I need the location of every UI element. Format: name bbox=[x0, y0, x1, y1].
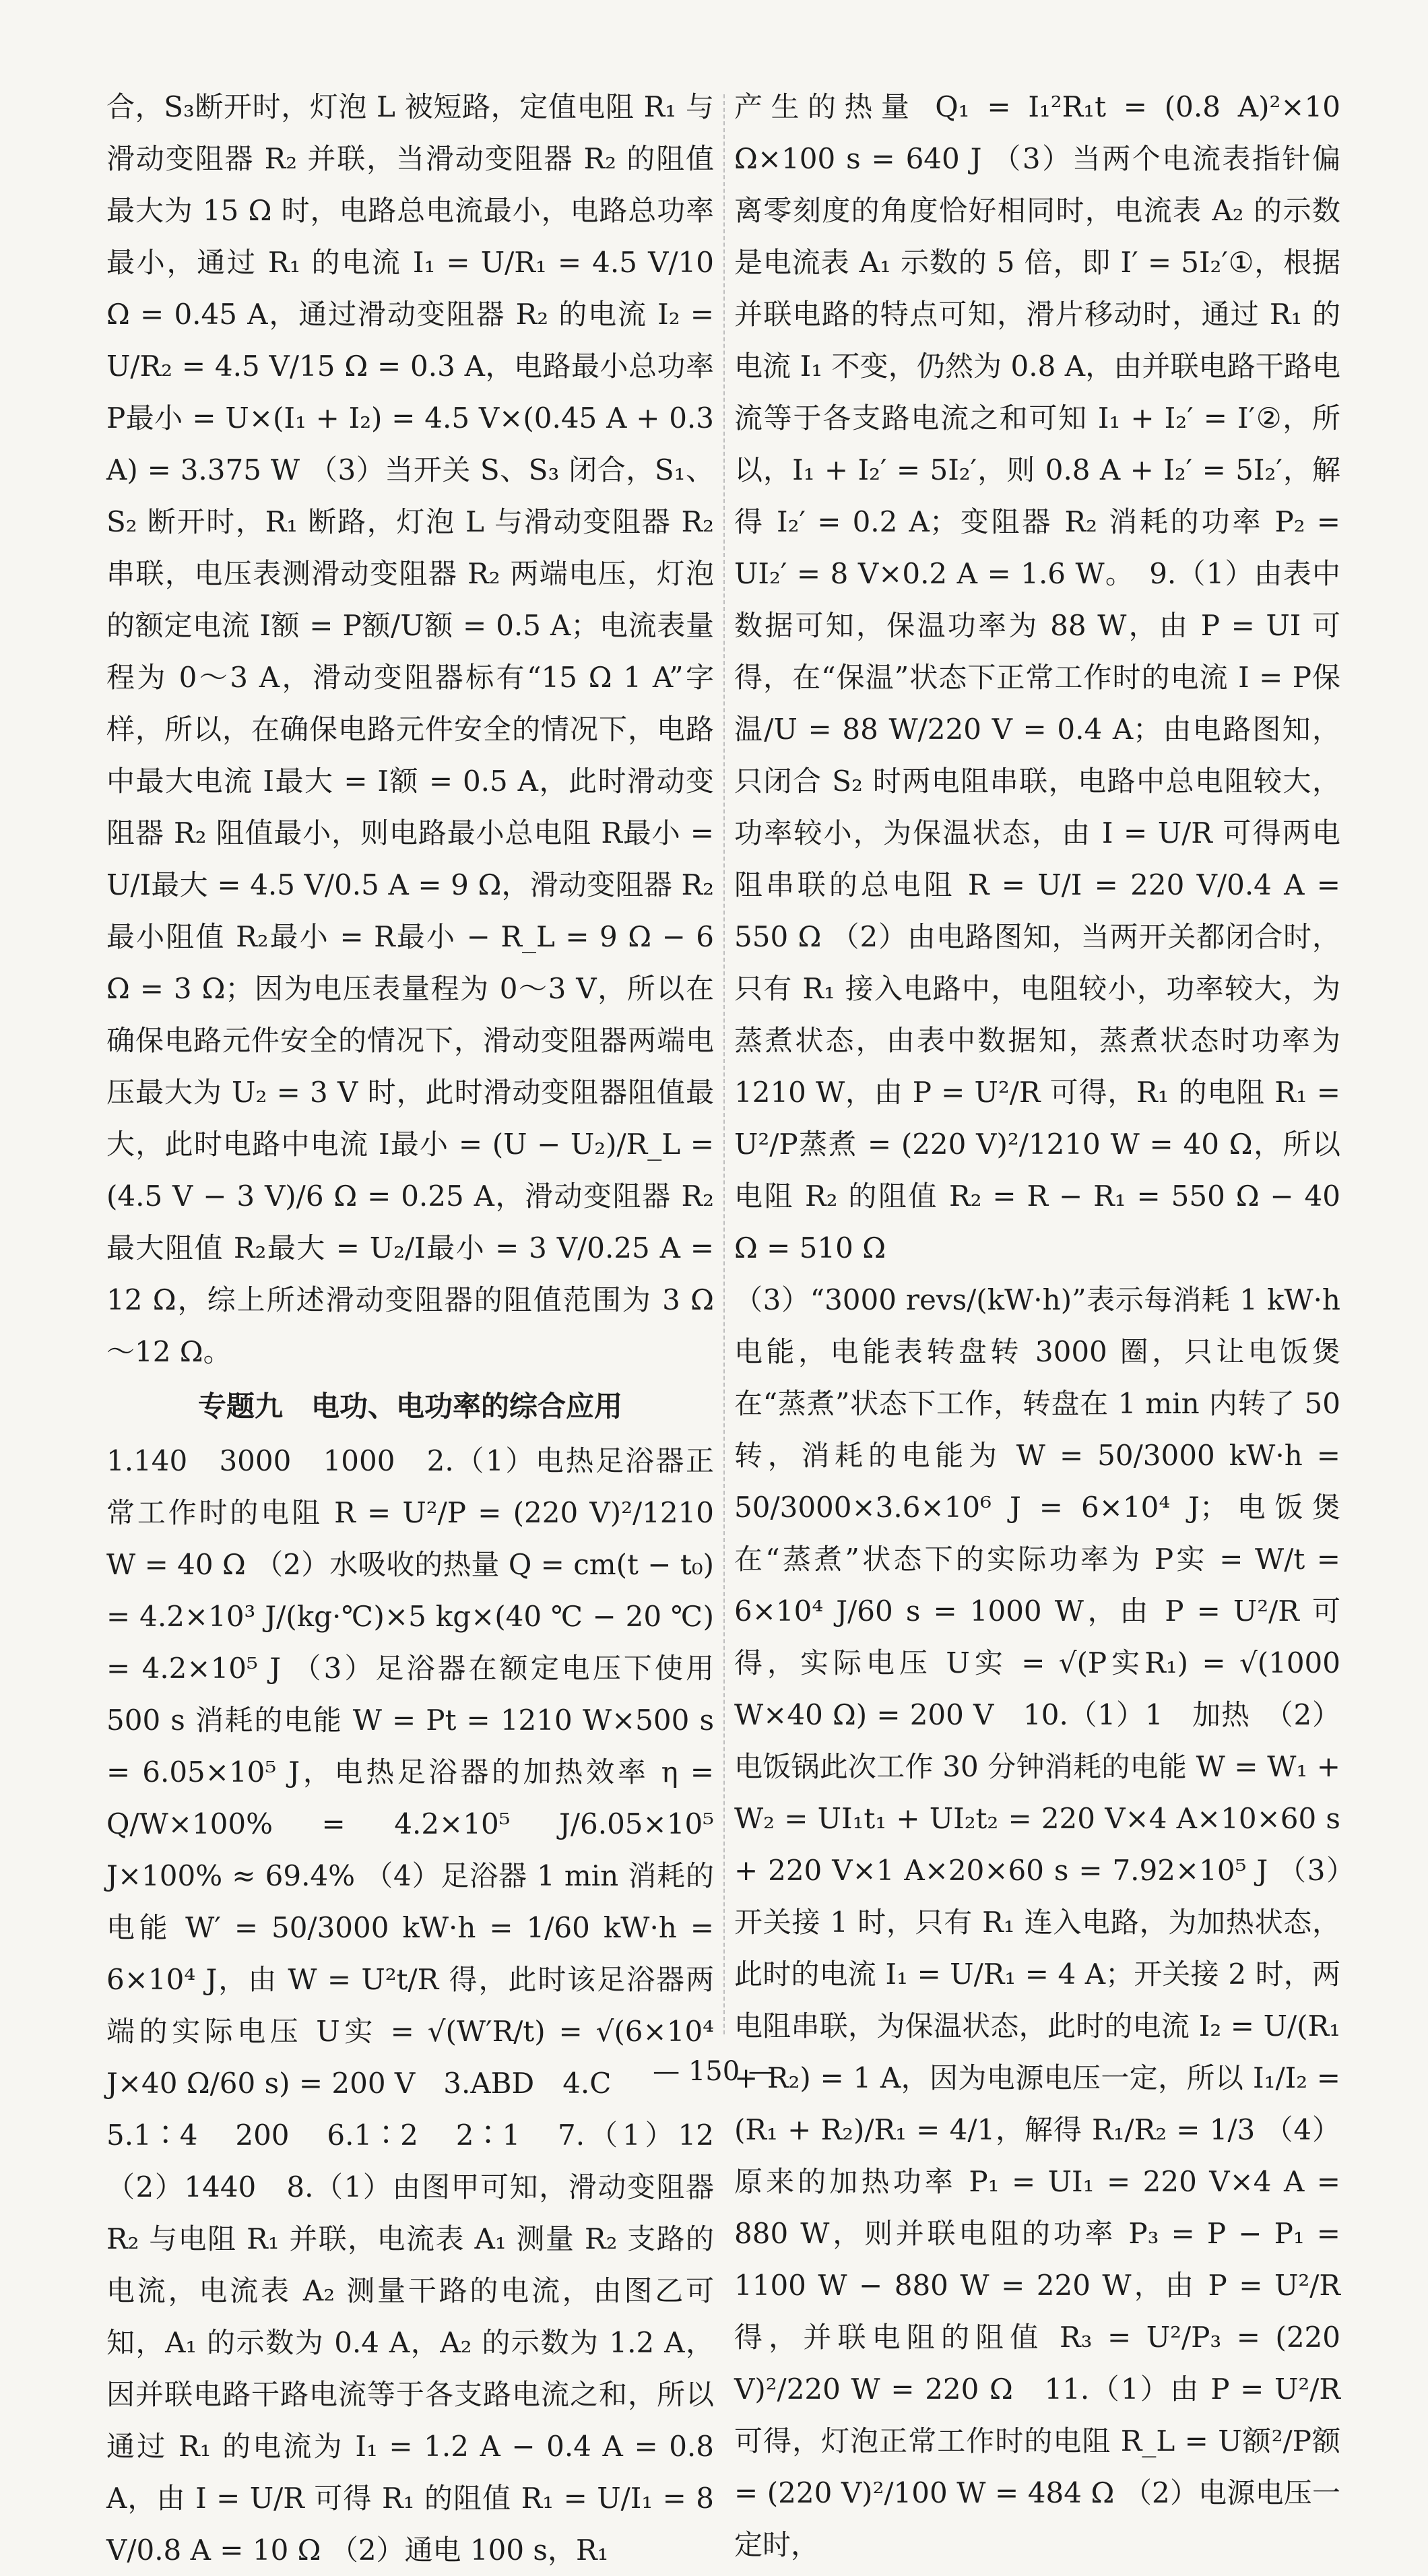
page-number: — 150 — bbox=[653, 2056, 775, 2087]
paragraph: （3）“3000 revs/(kW·h)”表示每消耗 1 kW·h 电能，电能表转盘转 3000 圈，只让电饭煲在“蒸煮”状态下工作，转盘在 1 min 内转了 50 转，消耗的电能为 W = 50/3000 kW·h = 50/3000×3.6×10⁶ J = 6×10⁴ J；电饭煲在“蒸煮”状态下的实际功率为 P实 = W/t = 6×10⁴ J/60 s = 1000 W，由 P = U²/R 可得，实际电压 U实 = √(P实R₁) = √(1000 W×40 Ω) = 200 V 10.（1）1 加热 （2）电饭锅此次工作 30 分钟消耗的电能 W = W₁ + W₂ = UI₁t₁ + UI₂t₂ = 220 V×4 A×10×60 s + 220 V×1 A×20×60 s = 7.92×10⁵ J （3）开关接 1 时，只有 R₁ 连入电路，为加热状态，此时的电流 I₁ = U/R₁ = 4 A；开关接 2 时，两电阻串联，为保温状态，此时的电流 I₂ = U/(R₁ + R₂) = 1 A，因为电源电压一定，所以 I₁/I₂ = (R₁ + R₂)/R₁ = 4/1，解得 R₁/R₂ = 1/3 （4）原来的加热功率 P₁ = UI₁ = 220 V×4 A = 880 W，则并联电阻的功率 P₃ = P − P₁ = 1100 W − 880 W = 220 W，由 P = U²/R 得，并联电阻的阻值 R₃ = U²/P₃ = (220 V)²/220 W = 220 Ω 11.（1）由 P = U²/R 可得，灯泡正常工作时的电阻 R_L = U额²/P额 = (220 V)²/100 W = 484 Ω （2）电源电压一定时， bbox=[734, 1283, 1340, 2561]
section-heading: 专题九 电功、电功率的综合应用 bbox=[197, 1390, 622, 1423]
left-column bbox=[106, 81, 743, 2576]
paragraph: 合，S₃断开时，灯泡 L 被短路，定值电阻 R₁ 与滑动变阻器 R₂ 并联，当滑动变阻器 R₂ 的阻值最大为 15 Ω 时，电路总电流最小，电路总功率最小，通过 R₁ 的电流 I₁ = U/R₁ = 4.5 V/10 Ω = 0.45 A，通过滑动变阻器 R₂ 的电流 I₂ = U/R₂ = 4.5 V/15 Ω = 0.3 A，电路最小总功率 P最小 = U×(I₁ + I₂) = 4.5 V×(0.45 A + 0.3 A) = 3.375 W （3）当开关 S、S₃ 闭合，S₁、S₂ 断开时，R₁ 断路，灯泡 L 与滑动变阻器 R₂ 串联，电压表测滑动变阻器 R₂ 两端电压，灯泡的额定电流 I额 = P额/U额 = 0.5 A；电流表量程为 0～3 A，滑动变阻器标有“15 Ω 1 A”字样，所以，在确保电路元件安全的情况下，电路中最大电流 I最大 = I额 = 0.5 A，此时滑动变阻器 R₂ 阻值最小，则电路最小总电阻 R最小 = U/I最大 = 4.5 V/0.5 A = 9 Ω，滑动变阻器 R₂ 最小阻值 R₂最小 = R最小 − R_L = 9 Ω − 6 Ω = 3 Ω；因为电压表量程为 0～3 V，所以在确保电路元件安全的情况下，滑动变阻器两端电压最大为 U₂ = 3 V 时，此时滑动变阻器阻值最大，此时电路中电流 I最小 = (U − U₂)/R_L = (4.5 V − 3 V)/6 Ω = 0.25 A，滑动变阻器 R₂ 最大阻值 R₂最大 = U₂/I最小 = 3 V/0.25 A = 12 Ω，综上所述滑动变阻器的阻值范围为 3 Ω～12 Ω。 bbox=[106, 90, 714, 1368]
paragraph: 1.140 3000 1000 2.（1）电热足浴器正常工作时的电阻 R = U²/P = (220 V)²/1210 W = 40 Ω （2）水吸收的热量 Q = cm(t − t₀) = 4.2×10³ J/(kg·℃)×5 kg×(40 ℃ − 20 ℃) = 4.2×10⁵ J （3）足浴器在额定电压下使用 500 s 消耗的电能 W = Pt = 1210 W×500 s = 6.05×10⁵ J，电热足浴器的加热效率 η = Q/W×100% = 4.2×10⁵ J/6.05×10⁵ J×100% ≈ 69.4% （4）足浴器 1 min 消耗的电能 W′ = 50/3000 kW·h = 1/60 kW·h = 6×10⁴ J，由 W = U²t/R 得，此时该足浴器两端的实际电压 U实 = √(W′R/t) = √(6×10⁴ J×40 Ω/60 s) = 200 V 3.ABD 4.C bbox=[106, 1444, 714, 2100]
right-column bbox=[734, 81, 1340, 2571]
column-divider bbox=[723, 94, 725, 2034]
paragraph: 产生的热量 Q₁ = I₁²R₁t = (0.8 A)²×10 Ω×100 s = 640 J （3）当两个电流表指针偏离零刻度的角度恰好相同时，电流表 A₂ 的示数是电流表 A₁ 示数的 5 倍，即 I′ = 5I₂′①，根据并联电路的特点可知，滑片移动时，通过 R₁ 的电流 I₁ 不变，仍然为 0.8 A，由并联电路干路电流等于各支路电流之和可知 I₁ + I₂′ = I′②，所以，I₁ + I₂′ = 5I₂′，则 0.8 A + I₂′ = 5I₂′，解得 I₂′ = 0.2 A；变阻器 R₂ 消耗的功率 P₂ = UI₂′ = 8 V×0.2 A = 1.6 W。 9.（1）由表中数据可知，保温功率为 88 W，由 P = UI 可得，在“保温”状态下正常工作时的电流 I = P保温/U = 88 W/220 V = 0.4 A；由电路图知，只闭合 S₂ 时两电阻串联，电路中总电阻较大，功率较小，为保温状态，由 I = U/R 可得两电阻串联的总电阻 R = U/I = 220 V/0.4 A = 550 Ω （2）由电路图知，当两开关都闭合时，只有 R₁ 接入电路中，电阻较小，功率较大，为蒸煮状态，由表中数据知，蒸煮状态时功率为 1210 W，由 P = U²/R 可得，R₁ 的电阻 R₁ = U²/P蒸煮 = (220 V)²/1210 W = 40 Ω，所以电阻 R₂ 的阻值 R₂ = R − R₁ = 550 Ω − 40 Ω = 510 Ω bbox=[734, 90, 1340, 1264]
paragraph: 5.1∶4 200 6.1∶2 2∶1 7.（1）12 （2）1440 8.（1）由图甲可知，滑动变阻器 R₂ 与电阻 R₁ 并联，电流表 A₁ 测量 R₂ 支路的电流，电流表 A₂ 测量干路的电流，由图乙可知，A₁ 的示数为 0.4 A，A₂ 的示数为 1.2 A，因并联电路干路电流等于各支路电流之和，所以通过 R₁ 的电流为 I₁ = 1.2 A − 0.4 A = 0.8 A，由 I = U/R 可得 R₁ 的阻值 R₁ = U/I₁ = 8 V/0.8 A = 10 Ω （2）通电 100 s，R₁ bbox=[106, 2119, 743, 2567]
